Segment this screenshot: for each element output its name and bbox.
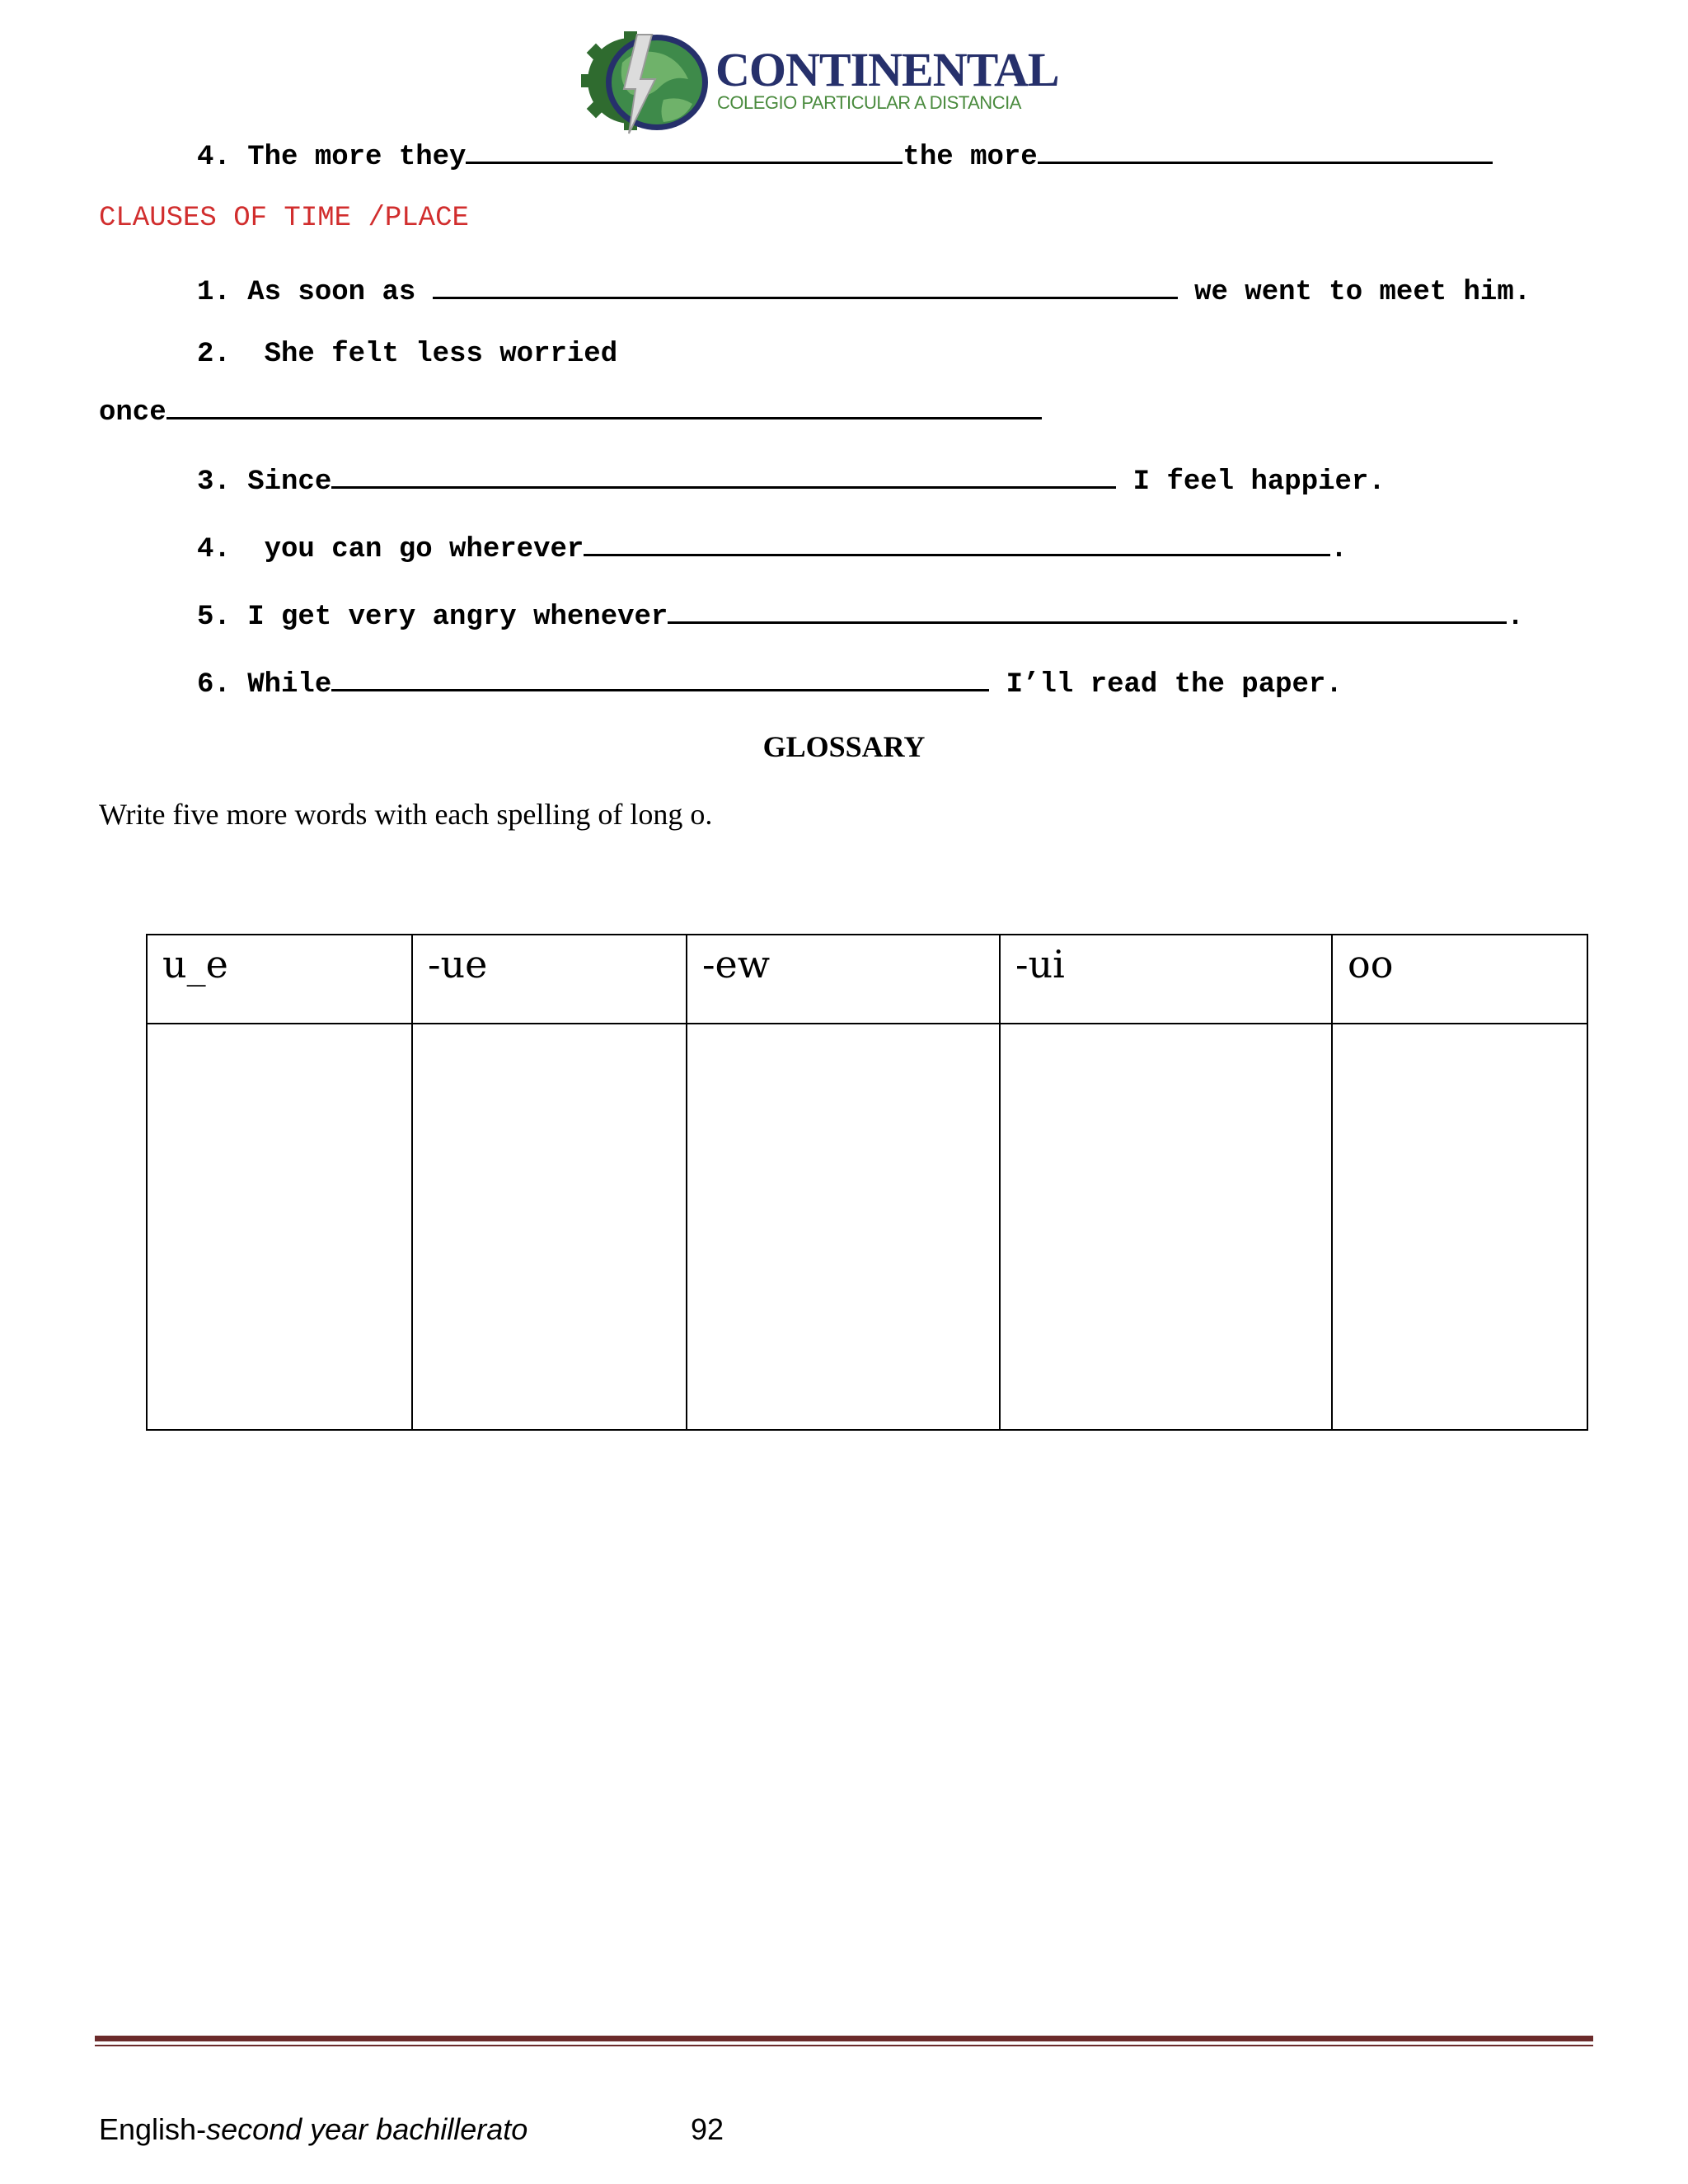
exercise-line-5 — [197, 597, 1524, 631]
item-number: 4. — [197, 142, 231, 173]
item-text: The more they — [247, 142, 467, 173]
answer-blank[interactable] — [331, 462, 1116, 489]
table-header-row — [147, 935, 1587, 1024]
column-header-label: -ue — [428, 942, 488, 987]
footer-subtitle: second year bachillerato — [206, 2112, 528, 2146]
exercise-line-2 — [197, 340, 617, 368]
logo-subtitle: COLEGIO PARTICULAR A DISTANCIA — [717, 92, 1021, 113]
globe-gear-logo-icon — [581, 30, 713, 137]
item-text: As soon as — [247, 277, 416, 308]
column-header — [1332, 935, 1587, 1024]
column-header-label: u_e — [162, 942, 228, 987]
answer-blank[interactable] — [1038, 137, 1493, 164]
item-text: the more — [903, 142, 1038, 173]
answer-blank[interactable] — [466, 137, 903, 164]
item-number: 3. — [197, 466, 231, 498]
footer-course — [99, 2112, 528, 2146]
item-text: . — [1330, 534, 1348, 565]
exercise-line-6 — [197, 664, 1343, 699]
answer-cell[interactable] — [147, 1024, 412, 1430]
page-number: 92 — [691, 2112, 724, 2146]
answer-cell[interactable] — [412, 1024, 687, 1430]
glossary-instruction: Write five more words with each spelling of long o. — [99, 798, 713, 831]
item-text: . — [1507, 602, 1524, 633]
answer-cell[interactable] — [687, 1024, 1000, 1430]
glossary-title: GLOSSARY — [762, 730, 926, 763]
item-text: Since — [247, 466, 332, 498]
item-text: She felt less worried — [264, 339, 618, 370]
item-text: you can go wherever — [264, 534, 584, 565]
answer-cell[interactable] — [1000, 1024, 1332, 1430]
footer-subject: English- — [99, 2112, 207, 2146]
item-text: I feel happier. — [1132, 466, 1386, 498]
section-heading: CLAUSES OF TIME /PLACE — [99, 203, 469, 234]
answer-blank[interactable] — [166, 392, 1042, 419]
footer-divider — [95, 2036, 1593, 2041]
logo-name: CONTINENTAL — [715, 43, 1059, 96]
answer-cell[interactable] — [1332, 1024, 1587, 1430]
answer-blank[interactable] — [668, 597, 1507, 624]
column-header — [412, 935, 687, 1024]
column-header — [687, 935, 1000, 1024]
school-logo — [581, 30, 1059, 137]
item-text: once — [99, 397, 166, 429]
item-text: I get very angry whenever — [247, 602, 668, 633]
exercise-line-3 — [197, 462, 1386, 496]
item-number: 5. — [197, 602, 231, 633]
item-number: 2. — [197, 339, 231, 370]
exercise-line-continued-4 — [197, 137, 1493, 171]
column-header — [1000, 935, 1332, 1024]
exercise-line-1 — [197, 272, 1531, 307]
column-header-label: -ui — [1015, 942, 1065, 987]
exercise-line-4 — [197, 529, 1348, 564]
item-number: 6. — [197, 669, 231, 701]
answer-blank[interactable] — [331, 664, 989, 691]
exercise-line-2-continuation — [99, 392, 1042, 427]
item-text: I’ll read the paper. — [1006, 669, 1343, 701]
item-text: While — [247, 669, 332, 701]
column-header-label: oo — [1348, 942, 1394, 987]
footer-divider-thin — [95, 2045, 1593, 2046]
item-text: we went to meet him. — [1194, 277, 1531, 308]
item-number: 4. — [197, 534, 231, 565]
answer-blank[interactable] — [584, 529, 1330, 556]
answer-blank[interactable] — [433, 272, 1178, 299]
column-header — [147, 935, 412, 1024]
table-answer-row — [147, 1024, 1587, 1430]
item-number: 1. — [197, 277, 231, 308]
spelling-table — [146, 934, 1588, 1431]
column-header-label: -ew — [702, 942, 771, 987]
